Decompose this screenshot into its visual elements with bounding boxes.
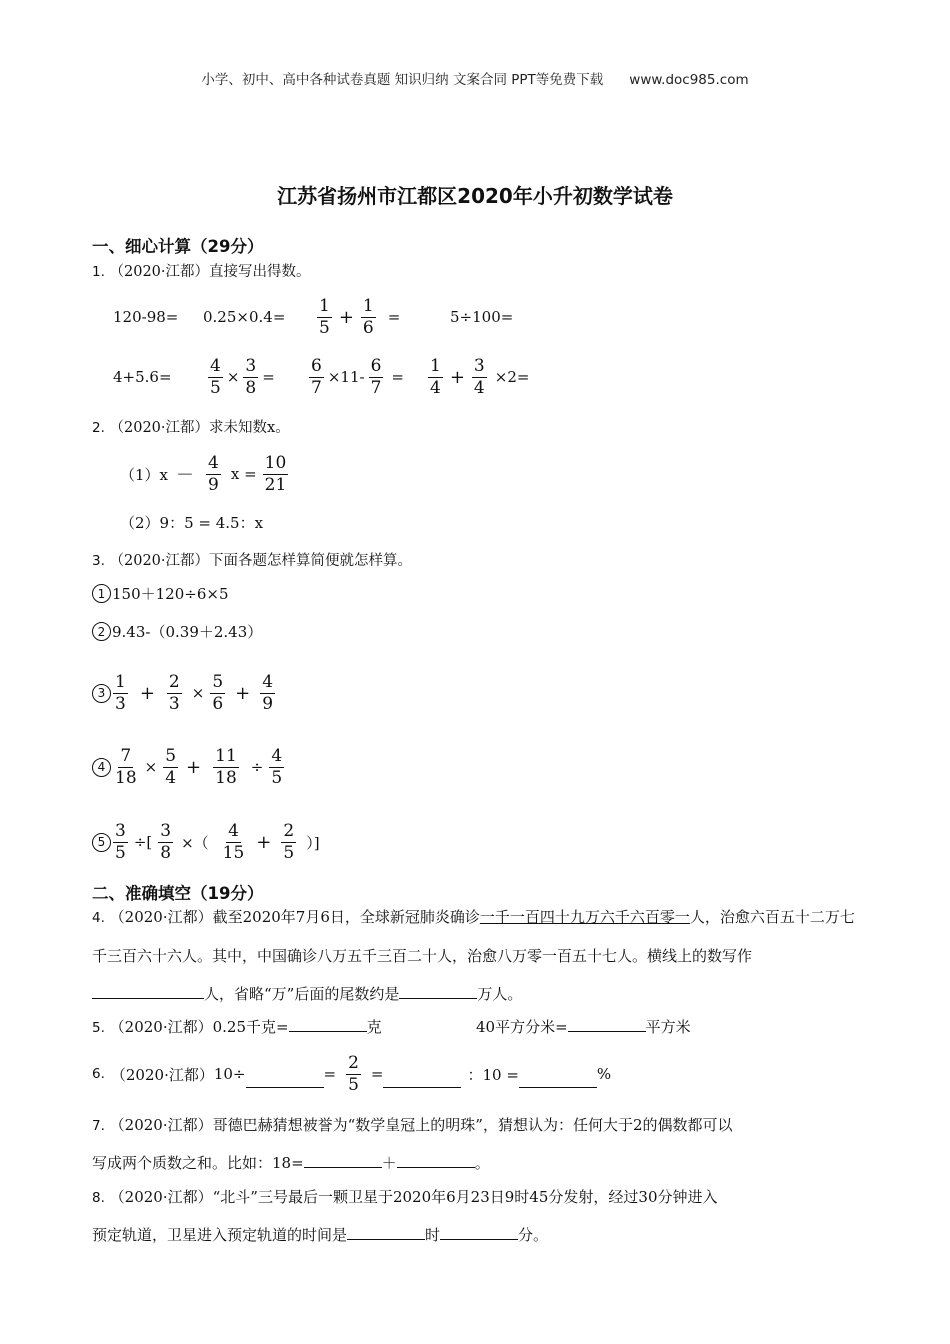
- fraction-denominator: 6: [362, 317, 374, 338]
- operator: +: [235, 682, 251, 704]
- fraction: [158, 820, 173, 863]
- q8-line2: 预定轨道，卫星进入预定轨道的时间是: [92, 1226, 348, 1244]
- question-6: [92, 1050, 611, 1098]
- header-site[interactable]: www.doc985.com: [629, 72, 749, 88]
- fraction: [210, 671, 225, 714]
- fraction: [113, 820, 128, 863]
- circled-number: 1: [92, 584, 111, 603]
- answer-blank[interactable]: [397, 1153, 475, 1168]
- fraction-numerator: 2: [283, 820, 295, 841]
- equals: =: [323, 1065, 337, 1083]
- answer-blank[interactable]: [347, 1225, 425, 1240]
- q5-a: 0.25千克=: [212, 1018, 289, 1036]
- fraction: [167, 671, 182, 714]
- section-1-heading: 一、细心计算（29分）: [92, 237, 264, 256]
- q1-r1-d: 5÷100=: [450, 308, 514, 326]
- equals: =: [387, 308, 401, 326]
- q8-hour: 时: [425, 1226, 441, 1244]
- question-5-b: [476, 1016, 691, 1037]
- fraction-numerator: 2: [168, 671, 180, 692]
- circled-number: 3: [92, 684, 111, 703]
- section-2-heading: 二、准确填空（19分）: [92, 884, 264, 903]
- operator: +: [449, 366, 465, 388]
- fraction: [361, 295, 376, 338]
- operator: －: [176, 465, 195, 486]
- q6-pre: 10÷: [213, 1065, 246, 1083]
- fraction-numerator: 4: [228, 820, 239, 841]
- fraction: [113, 745, 139, 788]
- fraction: [309, 355, 324, 398]
- q6-percent: %: [596, 1065, 612, 1083]
- fraction: [213, 745, 239, 788]
- q3-i1-expr: 150＋120÷6×5: [112, 585, 229, 603]
- question-8: [92, 1186, 718, 1207]
- fraction: [260, 671, 275, 714]
- q8-line1: “北斗”三号最后一颗卫星于2020年6月23日9时45分发射，经过30分钟进入: [212, 1188, 718, 1206]
- q5-source: （2020·江都）: [109, 1018, 213, 1036]
- q4-end: 万人。: [477, 985, 523, 1003]
- q3-source: （2020·江都）: [109, 553, 210, 569]
- fraction: [208, 355, 223, 398]
- q7-plus: ＋: [381, 1154, 397, 1172]
- operator: ×2=: [494, 368, 530, 386]
- fraction-denominator: 4: [165, 767, 177, 788]
- q2-number: 2.: [92, 420, 105, 436]
- fraction-denominator: 5: [348, 1074, 359, 1095]
- page-header: [0, 68, 950, 88]
- answer-blank[interactable]: [304, 1153, 382, 1168]
- question-5: [92, 1016, 382, 1037]
- fraction: [163, 745, 178, 788]
- operator: ×（: [181, 833, 209, 852]
- fraction: [428, 355, 443, 398]
- fraction-denominator: 5: [283, 842, 295, 863]
- fraction: [269, 745, 284, 788]
- q7-line1: 哥德巴赫猜想被誉为“数学皇冠上的明珠”，猜想认为：任何大于2的偶数都可以: [212, 1116, 733, 1134]
- fraction-numerator: 5: [212, 671, 224, 692]
- q2-p1-label: （1）x: [120, 465, 169, 484]
- answer-blank[interactable]: [92, 984, 204, 999]
- question-7-line-2: [92, 1152, 490, 1173]
- question-7: [92, 1114, 733, 1135]
- question-8-line-2: [92, 1224, 548, 1245]
- operator-plus: +: [186, 756, 202, 778]
- circled-number: 5: [92, 833, 111, 852]
- fraction-numerator: 5: [165, 745, 177, 766]
- q3-item-5: [92, 818, 320, 866]
- fraction: [281, 820, 296, 863]
- q4-mid: 人，省略“万”后面的尾数约是: [204, 985, 400, 1003]
- operator: ÷: [250, 758, 264, 776]
- q6-number: 6.: [92, 1066, 105, 1082]
- fraction-numerator: 7: [120, 745, 132, 766]
- q2-part-1: [120, 450, 292, 498]
- fraction-denominator: 8: [160, 842, 172, 863]
- fraction-denominator: 5: [115, 842, 126, 863]
- answer-blank[interactable]: [519, 1073, 597, 1088]
- answer-blank[interactable]: [383, 1073, 461, 1088]
- operator: ÷[: [133, 833, 153, 851]
- operator: ）]: [306, 833, 320, 852]
- q2-source: （2020·江都）: [109, 420, 210, 436]
- q4-source: （2020·江都）: [109, 908, 213, 926]
- q1-r1-a: 120-98=: [113, 308, 179, 326]
- q3-item-3: [92, 669, 279, 717]
- equals: =: [262, 368, 275, 386]
- answer-blank[interactable]: [440, 1225, 518, 1240]
- question-4: [92, 898, 862, 1013]
- fraction-numerator: 3: [245, 355, 257, 376]
- q7-source: （2020·江都）: [109, 1116, 213, 1134]
- fraction-numerator: 4: [210, 355, 221, 376]
- equals: =: [370, 1065, 384, 1083]
- fraction-denominator: 4: [430, 377, 441, 398]
- equals: =: [391, 368, 404, 386]
- fraction-denominator: 7: [311, 377, 322, 398]
- fraction-denominator: 3: [115, 693, 126, 714]
- fraction-denominator: 9: [262, 693, 274, 714]
- fraction: [263, 452, 289, 495]
- fraction-denominator: 9: [208, 474, 219, 495]
- fraction: [113, 671, 128, 714]
- q2-text: 求未知数x。: [209, 420, 290, 436]
- fraction-numerator: 11: [215, 745, 237, 766]
- operator: +: [256, 831, 272, 853]
- question-2: [92, 416, 290, 437]
- fraction-numerator: 3: [115, 820, 126, 841]
- q3-number: 3.: [92, 553, 105, 569]
- q5-a-unit: 克: [366, 1018, 382, 1036]
- q7-line2: 写成两个质数之和。比如：18=: [92, 1154, 304, 1172]
- fraction-numerator: 3: [473, 355, 485, 376]
- fraction-numerator: 1: [319, 295, 330, 316]
- fraction-denominator: 6: [212, 693, 224, 714]
- q1-number: 1.: [92, 264, 105, 280]
- fraction-denominator: 5: [319, 317, 330, 338]
- question-1: [92, 260, 311, 281]
- answer-blank[interactable]: [399, 984, 477, 999]
- q4-number: 4.: [92, 910, 105, 926]
- fraction-numerator: 6: [311, 355, 322, 376]
- q3-item-1: [92, 583, 229, 604]
- operator: ×11-: [327, 368, 365, 386]
- q1-r2-a: 4+5.6=: [113, 368, 172, 386]
- q1-r2-c-expr: [305, 353, 404, 401]
- q1-text: 直接写出得数。: [209, 264, 311, 280]
- fraction-denominator: 8: [245, 377, 257, 398]
- q1-r1-c-expr: [313, 293, 400, 341]
- fraction-numerator: 10: [264, 452, 287, 473]
- fraction-numerator: 3: [160, 820, 172, 841]
- fraction-numerator: 6: [370, 355, 382, 376]
- q3-item-2: [92, 621, 262, 642]
- header-text: 小学、初中、高中各种试卷真题 知识归纳 文案合同 PPT等免费下载: [201, 72, 604, 88]
- q3-text: 下面各题怎样算简便就怎样算。: [209, 553, 413, 569]
- fraction-denominator: 5: [210, 377, 221, 398]
- answer-blank[interactable]: [246, 1073, 324, 1088]
- fraction-numerator: 1: [430, 355, 441, 376]
- operator: +: [139, 682, 155, 704]
- q4-pre: 截至2020年7月6日，全球新冠肺炎确诊: [212, 908, 480, 926]
- question-3: [92, 549, 412, 570]
- operator: ×: [144, 758, 158, 776]
- fraction-denominator: 5: [271, 767, 283, 788]
- q6-source: （2020·江都）: [110, 1065, 214, 1084]
- q1-r1-b: 0.25×0.4=: [203, 308, 286, 326]
- fraction-denominator: 18: [115, 767, 137, 788]
- q1-r1-b-expr: [203, 293, 285, 341]
- fraction-denominator: 4: [473, 377, 485, 398]
- q8-number: 8.: [92, 1190, 105, 1206]
- fraction-denominator: 18: [215, 767, 237, 788]
- circled-number: 4: [92, 758, 111, 777]
- q2-p1-mid: x =: [230, 465, 257, 483]
- fraction: [243, 355, 258, 398]
- operator: ×: [191, 684, 205, 702]
- fraction-numerator: 1: [115, 671, 126, 692]
- fraction-numerator: 1: [362, 295, 374, 316]
- answer-blank[interactable]: [289, 1017, 367, 1032]
- q5-b: 40平方分米=: [476, 1018, 568, 1036]
- q3-i2-expr: 9.43-（0.39＋2.43）: [112, 623, 263, 641]
- page-title: 江苏省扬州市江都区2020年小升初数学试卷: [277, 184, 673, 208]
- fraction: [346, 1052, 361, 1095]
- q1-row-2: [113, 353, 172, 401]
- q1-row-1: [113, 293, 178, 341]
- q4-underlined-number: 一千一百四十九万六千六百零一: [479, 908, 690, 926]
- q8-source: （2020·江都）: [109, 1188, 213, 1206]
- q4-post: 人，治愈六百五十二万七千三百六十六人。其中，中国确诊八万五千三百二十人，治愈八万零一百五十七人。横线上的数写作: [92, 908, 855, 965]
- q3-item-4: [92, 743, 288, 791]
- fraction: [221, 820, 247, 863]
- q8-minute: 分。: [518, 1226, 549, 1244]
- q1-r1-d-expr: [450, 293, 513, 341]
- fraction: [317, 295, 332, 338]
- fraction-denominator: 15: [222, 842, 245, 863]
- answer-blank[interactable]: [568, 1017, 646, 1032]
- q1-source: （2020·江都）: [109, 264, 210, 280]
- fraction-numerator: 4: [262, 671, 274, 692]
- fraction-numerator: 2: [348, 1052, 359, 1073]
- operator: +: [338, 306, 354, 328]
- fraction: [369, 355, 384, 398]
- q7-end: 。: [474, 1154, 490, 1172]
- fraction-denominator: 3: [168, 693, 180, 714]
- circled-number: 2: [92, 622, 111, 641]
- fraction: [472, 355, 487, 398]
- q1-r2-b-expr: [204, 353, 275, 401]
- fraction-denominator: 7: [370, 377, 382, 398]
- q5-b-unit: 平方米: [645, 1018, 691, 1036]
- q2-part-2: （2）9：5 = 4.5：x: [120, 514, 264, 532]
- operator: ×: [226, 368, 240, 386]
- fraction-numerator: 4: [208, 452, 219, 473]
- fraction: [206, 452, 221, 495]
- q5-number: 5.: [92, 1020, 105, 1036]
- q7-number: 7.: [92, 1118, 105, 1134]
- q1-r2-d-expr: [424, 353, 529, 401]
- fraction-denominator: 21: [264, 474, 287, 495]
- q6-colon: ：10 =: [467, 1065, 519, 1084]
- fraction-numerator: 4: [271, 745, 283, 766]
